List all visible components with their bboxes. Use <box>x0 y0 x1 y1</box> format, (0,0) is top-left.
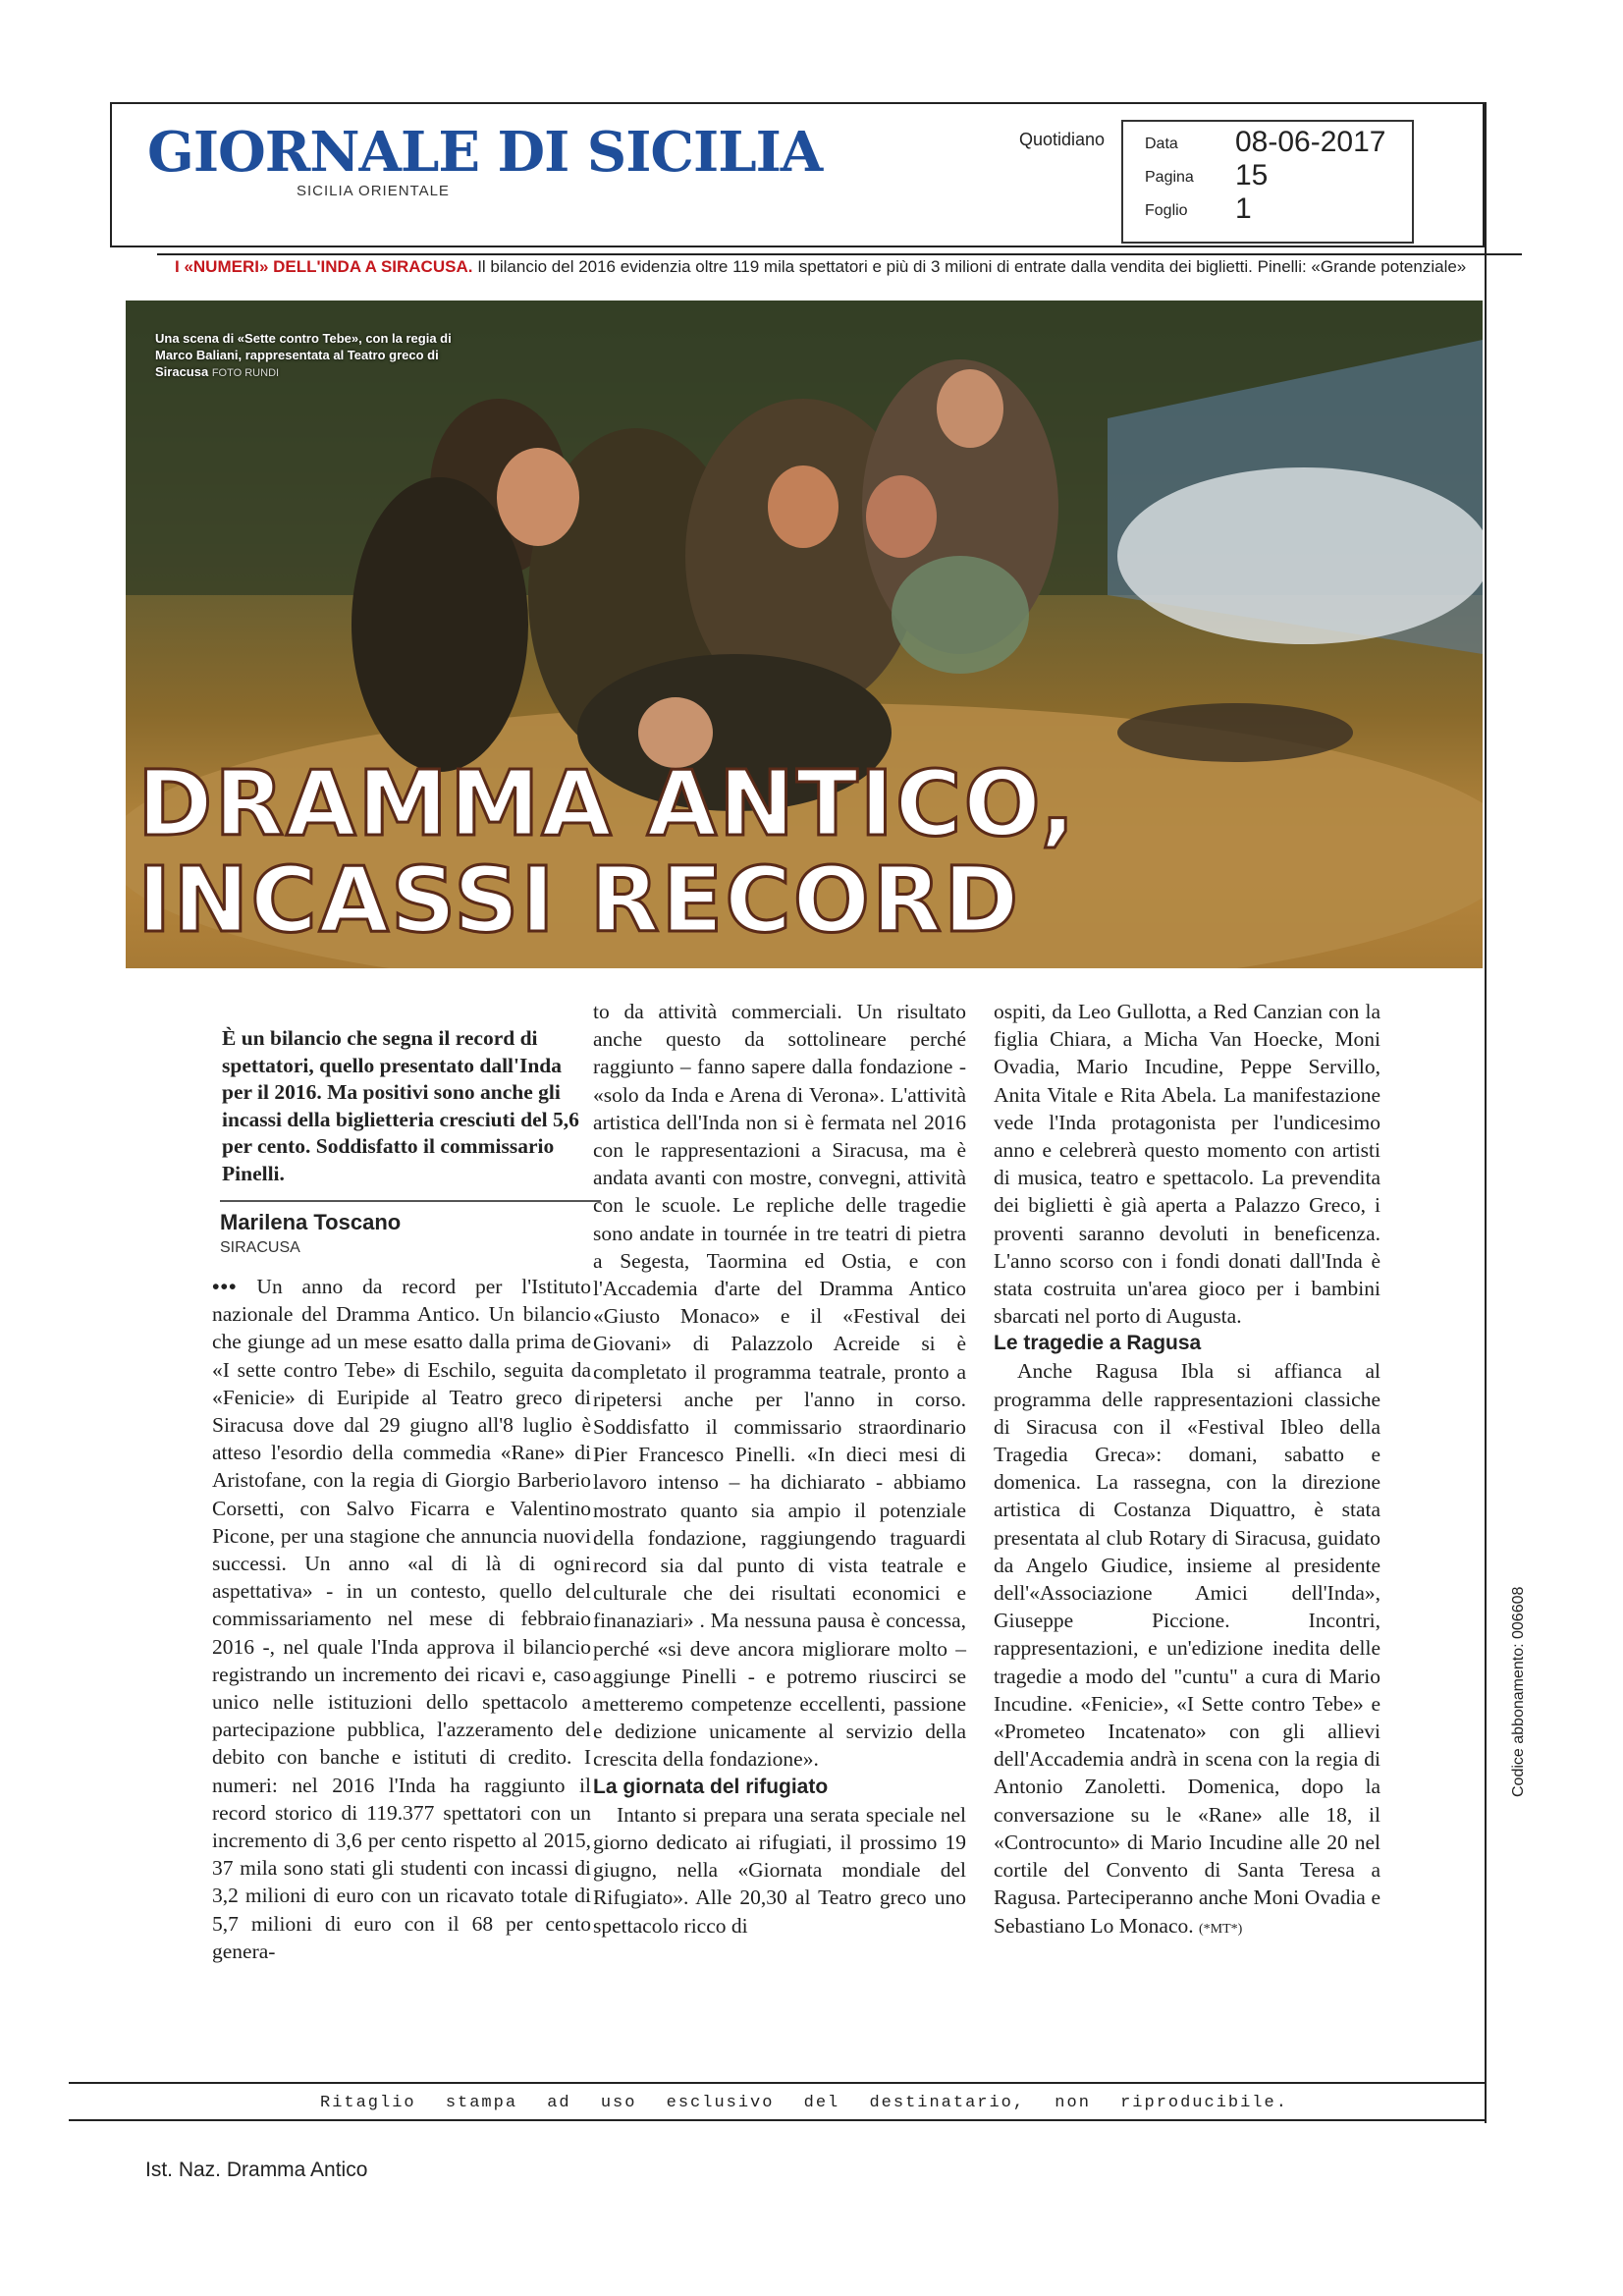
article-lead: È un bilancio che segna il record di spettatori, quello presentato dall'Inda per il 2016. Ma positivi sono anche gli incassi della biglietteria cresciuti del 5,6 per cento. Soddisfatto il commissario Pinelli. <box>222 1026 579 1185</box>
meta-sheet-value: 1 <box>1235 192 1252 225</box>
subhead-ragusa: Le tragedie a Ragusa <box>994 1332 1202 1355</box>
lead-rule <box>220 1200 601 1202</box>
kicker-rule <box>157 253 1522 255</box>
byline-location: SIRACUSA <box>220 1239 300 1256</box>
column-3-text-b <box>994 1357 1380 1942</box>
subscription-code: Codice abbonamento: 006608 <box>1510 1586 1527 1797</box>
column-2-text-b: Intanto si prepara una serata speciale nel giorno dedicato ai rifugiati, il prossimo 19 giugno, nella «Giornata mondiale del Rifugiato». Alle 20,30 al Teatro greco uno spettacolo ricco di <box>593 1802 966 1938</box>
photo-credit: FOTO RUNDI <box>211 367 280 379</box>
column-2-text-a: to da attività commerciali. Un risultato anche questo da sottolineare perché raggiunto – fanno sapere dalla fondazione - «solo da Inda e Arena di Verona». L'attività artistica dell'Inda non si è fermata nel 2016 con le rappresentazioni a Siracusa, ma è andata avanti con mostre, convegni, attività con le scuole. Le repliche delle tragedie sono andate in tournée in tre teatri di pietra a Segesta, Taormina ed Ostia, e con l'Accademia d'arte del Dramma Antico «Giusto Monaco» e il «Festival dei Giovani» di Palazzolo Acreide si è completato il programma teatrale, pronto a ripetersi anche per l'anno in corso. Soddisfatto il commissario straordinario Pier Francesco Pinelli. «In dieci mesi di lavoro intenso – ha dichiarato - abbiamo mostrato quanto sia ampio il potenziale della fondazione, raggiungendo traguardi record sia dal punto di vista teatrale e culturale che dei risultati economici e finanaziari» . Ma nessuna pausa è concessa, perché «si deve ancora migliorare molto – aggiunge Pinelli - e potremo riuscirci se metteremo competenze eccellenti, passione e dedizione unicamente al servizio della crescita della fondazione». <box>593 1000 966 1772</box>
kicker <box>175 257 1530 277</box>
headline-line-2: INCASSI RECORD <box>137 847 1021 953</box>
right-margin-rule <box>1485 102 1487 2123</box>
kicker-text: Il bilancio del 2016 evidenzia oltre 119 mila spettatori e più di 3 milioni di entrate dalla vendita dei biglietti. Pinelli: «Grande potenziale» <box>477 257 1467 276</box>
publisher-name: Ist. Naz. Dramma Antico <box>145 2159 368 2181</box>
clipping-notice: Ritaglio stampa ad uso esclusivo del destinatario, non riproducibile. <box>320 2094 1288 2112</box>
masthead-logo: GIORNALE DI SICILIA <box>147 120 823 185</box>
headline-line-1: DRAMMA ANTICO, <box>137 751 1077 856</box>
meta-sheet-label: Foglio <box>1145 202 1188 219</box>
paragraph-bullet: ••• <box>212 1275 238 1298</box>
column-3-text-b-body: Anche Ragusa Ibla si affianca al programma delle rappresentazioni classiche di Siracusa con il «Festival Ibleo della Tragedia Greca»: domani, sabatto e domenica. La rassegna, con la direzione artistica di Costanza Diquattro, è stata presentata al club Rotary di Siracusa, guidato da Angelo Giudice, insieme al presidente dell'«Associazione Amici dell'Inda», Giuseppe Piccione. Incontri, rappresentazioni, e un'edizione inedita delle tragedie a modo del "cuntu" a cura di Mario Incudine. «Fenicie», «I Sette contro Tebe» e «Prometeo Incatenato» con gli allievi dell'Accademia andrà in scena con la regia di Antonio Zanoletti. Domenica, dopo la conversazione su le «Rane» alle 18, il «Controcunto» di Mario Incudine alle 20 nel cortile del Convento di Santa Teresa a Ragusa. Parteciperanno anche Moni Ovadia e Sebastiano Lo Monaco. <box>994 1359 1380 1938</box>
meta-date-label: Data <box>1145 136 1178 152</box>
subhead-rifugiato: La giornata del rifugiato <box>593 1775 829 1798</box>
author-signature: (*MT*) <box>1199 1921 1243 1937</box>
column-3-text-a: ospiti, da Leo Gullotta, a Red Canzian con la figlia Chiara, a Micha Van Hoecke, Moni Ovadia, Mario Incudine, Peppe Servillo, Anita Vitale e Rita Abela. La manifestazione vede l'Inda protagonista per l'undicesimo anno e celebrerà questo momento con artisti di musica, teatro e spettacolo. La prevendita dei biglietti è già aperta a Palazzo Greco, i proventi saranno devoluti in beneficenza. L'anno scorso con i fondi donati dall'Inda è stata costruita un'area gioco per i bambini sbarcati nel porto di Augusta. <box>994 1000 1380 1329</box>
headline <box>137 751 1119 953</box>
kicker-label: I «NUMERI» DELL'INDA A SIRACUSA. <box>175 257 473 276</box>
photo-caption <box>155 330 469 382</box>
meta-page-label: Pagina <box>1145 169 1194 186</box>
masthead-edition: SICILIA ORIENTALE <box>297 183 450 199</box>
meta-date-value: 08-06-2017 <box>1235 126 1386 158</box>
article-column-3 <box>994 998 1380 1943</box>
paper-type: Quotidiano <box>1019 130 1106 149</box>
article-column-2 <box>593 998 966 1940</box>
photo-caption-text: Una scena di «Sette contro Tebe», con la regia di Marco Baliani, rappresentata al Teatro greco di Siracusa <box>155 331 452 379</box>
byline-author: Marilena Toscano <box>220 1210 402 1234</box>
column-1-text: Un anno da record per l'Istituto nazionale del Dramma Antico. Un bilancio che giunge ad un mese esatto dalla prima de «I sette contro Tebe» di Eschilo, seguita da «Fenicie» di Euripide al Teatro greco di Siracusa dove dal 29 giugno all'8 luglio è atteso l'esordio della commedia «Rane» di Aristofane, con la regia di Giorgio Barberio Corsetti, con Salvo Ficarra e Valentino Picone, per una stagione che annuncia nuovi successi. Un anno «al di là di ogni aspettativa» - in un contesto, quello del commissariamento nel mese di febbraio 2016 -, nel quale l'Inda approva il bilancio registrando un incremento dei ricavi e, caso unico nelle istituzioni dello spettacolo a partecipazione pubblica, l'azzeramento del debito con banche e istituti di credito. I numeri: nel 2016 l'Inda ha raggiunto il record storico di 119.377 spettatori con un incremento di 3,6 per cento rispetto al 2015, 37 mila sono stati gli studenti con incassi di 3,2 milioni di euro con un ricavato totale di 5,7 milioni di euro con il 68 per cento genera- <box>212 1275 591 1963</box>
article-column-1 <box>212 1273 591 1965</box>
meta-page-value: 15 <box>1235 159 1269 191</box>
